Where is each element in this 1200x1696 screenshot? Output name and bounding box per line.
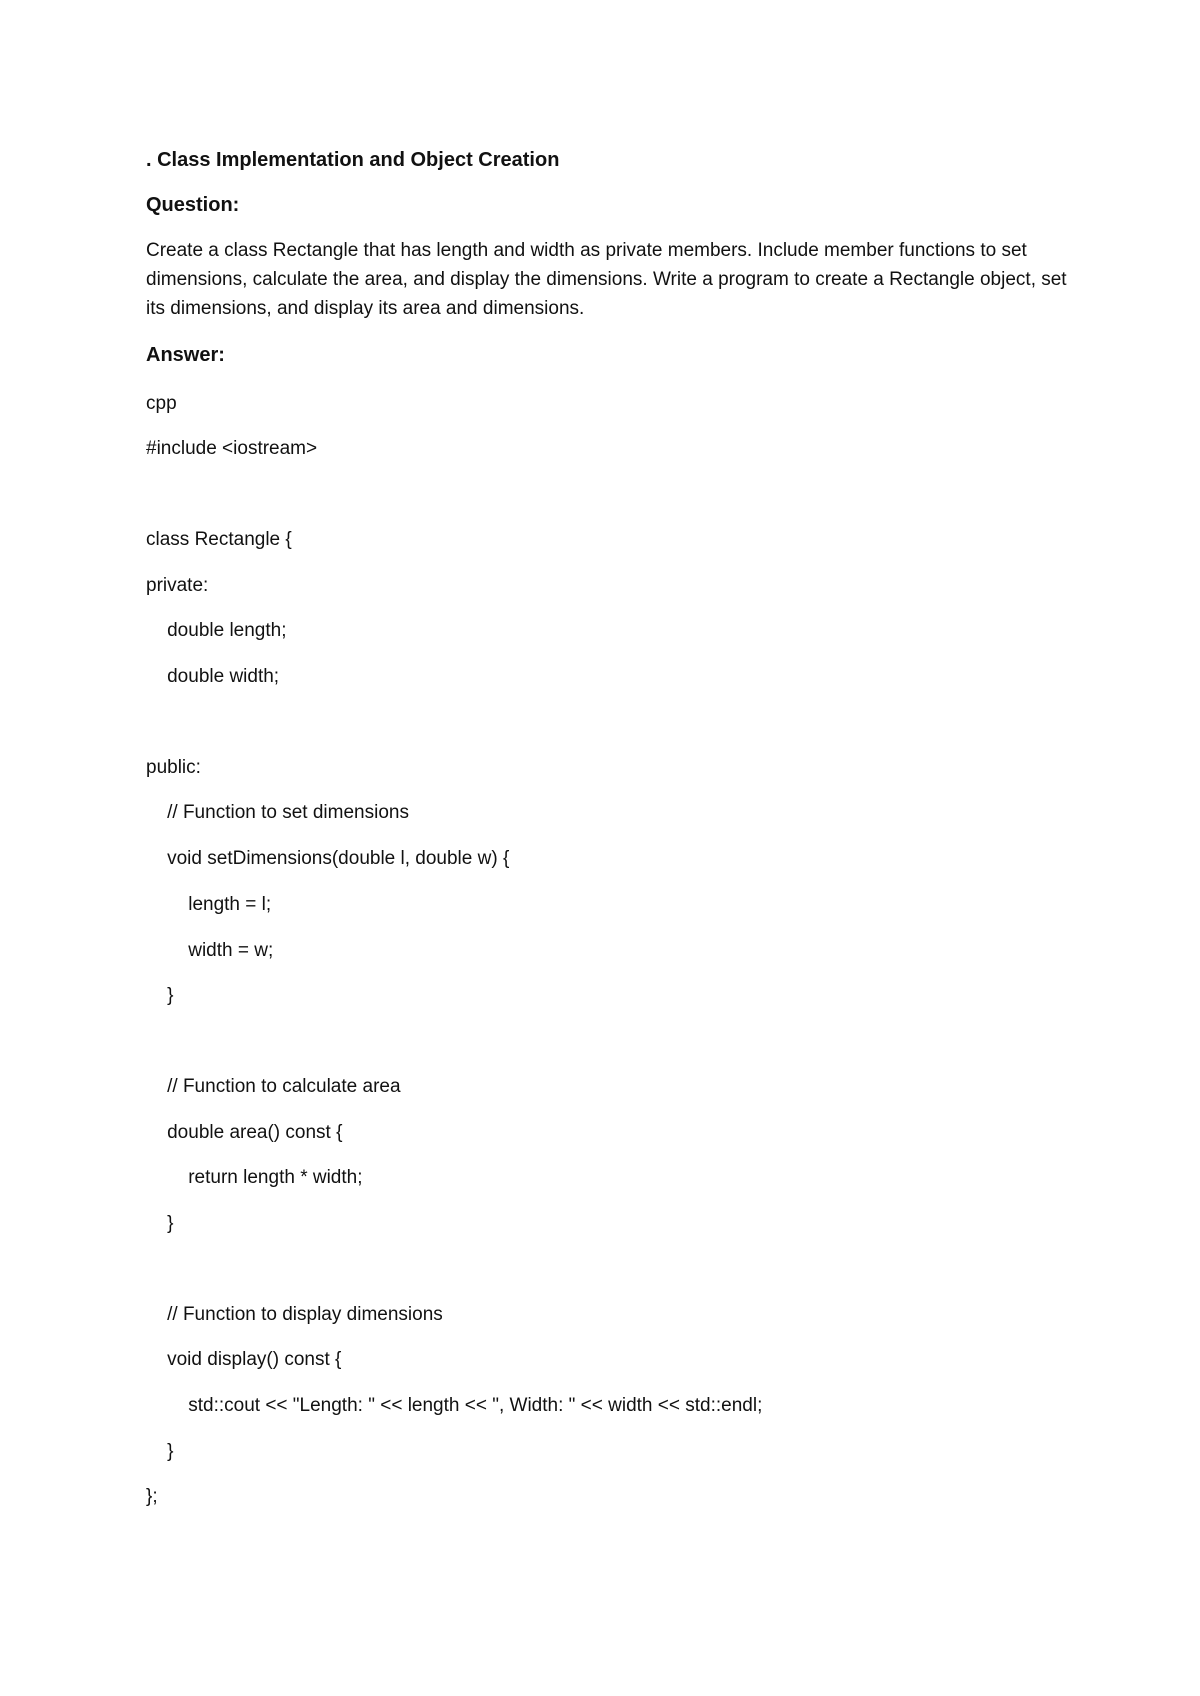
code-line-return: return length * width; (146, 1167, 363, 1188)
code-line-area-close: } (146, 1213, 174, 1234)
code-line-length-member: double length; (146, 620, 287, 641)
code-line-set-close: } (146, 985, 174, 1006)
code-line-width-member: double width; (146, 666, 280, 687)
code-line-class-declaration: class Rectangle { (146, 529, 292, 550)
code-line-area-comment: // Function to calculate area (146, 1076, 401, 1097)
code-line-public-label: public: (146, 757, 201, 778)
code-line-set-comment: // Function to set dimensions (146, 802, 409, 823)
code-line-length-assignment: length = l; (146, 894, 272, 915)
question-label: Question: (146, 194, 240, 216)
code-line-language: cpp (146, 393, 177, 414)
code-line-private-label: private: (146, 575, 209, 596)
code-line-display-comment: // Function to display dimensions (146, 1304, 443, 1325)
code-line-include: #include <iostream> (146, 438, 318, 459)
question-text: Create a class Rectangle that has length and width as private members. Include member functions to set dimensions, calculate the area, and display the dimensions. Write a program to create a Rectangle object, set its dimensions, and display its area and dimensions. (146, 240, 1067, 319)
code-line-area-signature: double area() const { (146, 1122, 343, 1143)
code-line-display-signature: void display() const { (146, 1349, 342, 1370)
answer-label: Answer: (146, 344, 225, 366)
code-line-class-close: }; (146, 1486, 158, 1507)
code-line-display-close: } (146, 1441, 174, 1462)
code-line-width-assignment: width = w; (146, 940, 274, 961)
section-title: . Class Implementation and Object Creation (146, 149, 560, 171)
code-line-cout: std::cout << "Length: " << length << ", Width: " << width << std::endl; (146, 1395, 763, 1416)
code-line-set-signature: void setDimensions(double l, double w) { (146, 848, 510, 869)
